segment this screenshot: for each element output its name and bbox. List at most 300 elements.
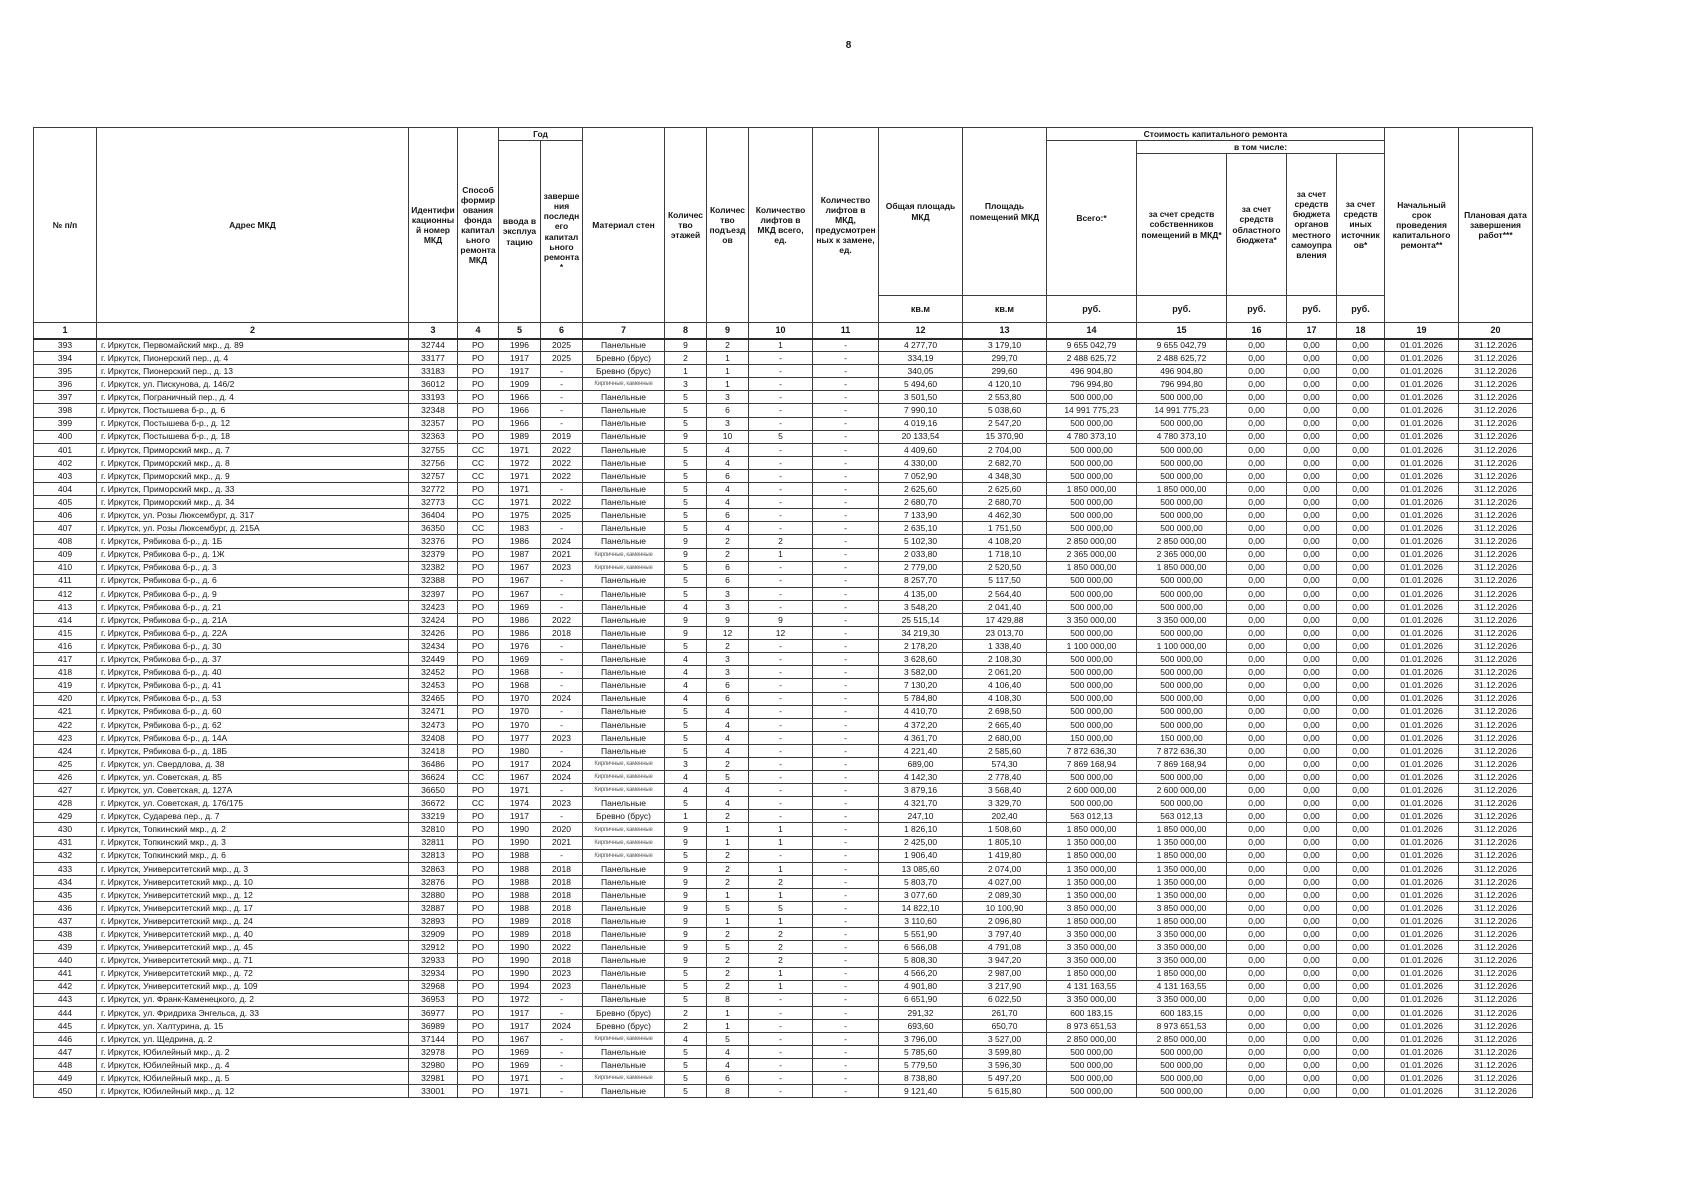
planned-end-date: 31.12.2026 xyxy=(1459,509,1533,522)
year-commissioned: 1968 xyxy=(499,666,541,679)
table-row xyxy=(34,522,1533,535)
year-last-repair: 2020 xyxy=(541,823,583,836)
planned-end-date: 31.12.2026 xyxy=(1459,587,1533,600)
planned-end-date: 31.12.2026 xyxy=(1459,352,1533,365)
fund-method: РО xyxy=(458,483,499,496)
entrances-count: 6 xyxy=(707,574,749,587)
lifts-count: - xyxy=(749,443,813,456)
entrances-count: 2 xyxy=(707,810,749,823)
row-number: 435 xyxy=(34,888,97,901)
row-number: 425 xyxy=(34,758,97,771)
planned-end-date: 31.12.2026 xyxy=(1459,875,1533,888)
entrances-count: 8 xyxy=(707,993,749,1006)
mkd-id: 32348 xyxy=(409,404,458,417)
address: г. Иркутск, Приморский мкр., д. 8 xyxy=(97,456,409,469)
floors-count: 4 xyxy=(665,1032,707,1045)
lifts-replace-count: - xyxy=(813,1072,879,1085)
total-area: 689,00 xyxy=(879,758,963,771)
total-area: 25 515,14 xyxy=(879,613,963,626)
wall-material: Панельные xyxy=(583,731,665,744)
year-commissioned: 1971 xyxy=(499,1085,541,1098)
total-area: 693,60 xyxy=(879,1019,963,1032)
wall-material: Панельные xyxy=(583,483,665,496)
cost-local-budget: 0,00 xyxy=(1287,967,1337,980)
mkd-id: 32424 xyxy=(409,613,458,626)
mkd-id: 33193 xyxy=(409,391,458,404)
row-number: 431 xyxy=(34,836,97,849)
cost-owners: 500 000,00 xyxy=(1137,469,1227,482)
fund-method: РО xyxy=(458,352,499,365)
cost-total: 3 350 000,00 xyxy=(1047,993,1137,1006)
mkd-id: 32423 xyxy=(409,600,458,613)
table-row xyxy=(34,902,1533,915)
cost-other-sources: 0,00 xyxy=(1337,771,1385,784)
wall-material: Кирпичные, каменные xyxy=(583,836,665,849)
cost-owners: 500 000,00 xyxy=(1137,1046,1227,1059)
year-commissioned: 1917 xyxy=(499,1006,541,1019)
planned-end-date: 31.12.2026 xyxy=(1459,705,1533,718)
cost-other-sources: 0,00 xyxy=(1337,404,1385,417)
address: г. Иркутск, Рябикова б-р., д. 18Б xyxy=(97,744,409,757)
lifts-count: - xyxy=(749,1046,813,1059)
year-commissioned: 1996 xyxy=(499,339,541,352)
cost-other-sources: 0,00 xyxy=(1337,469,1385,482)
column-number: 20 xyxy=(1459,323,1533,339)
cost-regional-budget: 0,00 xyxy=(1227,627,1287,640)
premises-area: 1 805,10 xyxy=(963,836,1047,849)
lifts-replace-count: - xyxy=(813,469,879,482)
column-number: 2 xyxy=(97,323,409,339)
mkd-id: 32978 xyxy=(409,1046,458,1059)
premises-area: 1 751,50 xyxy=(963,522,1047,535)
address: г. Иркутск, Рябикова б-р., д. 1Ж xyxy=(97,548,409,561)
entrances-count: 3 xyxy=(707,391,749,404)
lifts-count: 12 xyxy=(749,627,813,640)
fund-method: РО xyxy=(458,600,499,613)
lifts-count: - xyxy=(749,509,813,522)
table-row xyxy=(34,640,1533,653)
table-row xyxy=(34,574,1533,587)
total-area: 6 566,08 xyxy=(879,941,963,954)
cost-other-sources: 0,00 xyxy=(1337,522,1385,535)
address: г. Иркутск, Рябикова б-р., д. 3 xyxy=(97,561,409,574)
fund-method: СС xyxy=(458,469,499,482)
cost-regional-budget: 0,00 xyxy=(1227,378,1287,391)
lifts-count: - xyxy=(749,758,813,771)
repair-start-date: 01.01.2026 xyxy=(1385,1019,1459,1032)
cost-local-budget: 0,00 xyxy=(1287,705,1337,718)
header-row-groups xyxy=(34,128,1533,141)
repair-start-date: 01.01.2026 xyxy=(1385,888,1459,901)
cost-local-budget: 0,00 xyxy=(1287,653,1337,666)
lifts-replace-count: - xyxy=(813,613,879,626)
wall-material: Панельные xyxy=(583,391,665,404)
fund-method: РО xyxy=(458,1032,499,1045)
wall-material: Панельные xyxy=(583,613,665,626)
lifts-count: - xyxy=(749,1085,813,1098)
entrances-count: 2 xyxy=(707,928,749,941)
column-number: 16 xyxy=(1227,323,1287,339)
fund-method: РО xyxy=(458,535,499,548)
address: г. Иркутск, Рябикова б-р., д. 40 xyxy=(97,666,409,679)
mkd-id: 32876 xyxy=(409,875,458,888)
wall-material: Бревно (брус) xyxy=(583,352,665,365)
lifts-count: 1 xyxy=(749,339,813,352)
entrances-count: 6 xyxy=(707,469,749,482)
row-number: 436 xyxy=(34,902,97,915)
table-row xyxy=(34,862,1533,875)
address: г. Иркутск, Университетский мкр., д. 24 xyxy=(97,915,409,928)
total-area: 4 372,20 xyxy=(879,718,963,731)
mkd-id: 32426 xyxy=(409,627,458,640)
header-lifts-total: Количество лифтов в МКД всего, ед. xyxy=(749,128,813,323)
year-commissioned: 1977 xyxy=(499,731,541,744)
year-commissioned: 1972 xyxy=(499,993,541,1006)
fund-method: РО xyxy=(458,758,499,771)
total-area: 2 635,10 xyxy=(879,522,963,535)
fund-method: РО xyxy=(458,731,499,744)
cost-regional-budget: 0,00 xyxy=(1227,915,1287,928)
lifts-count: - xyxy=(749,784,813,797)
entrances-count: 4 xyxy=(707,522,749,535)
cost-owners: 3 350 000,00 xyxy=(1137,954,1227,967)
total-area: 291,32 xyxy=(879,1006,963,1019)
lifts-replace-count: - xyxy=(813,561,879,574)
cost-total: 500 000,00 xyxy=(1047,679,1137,692)
table-row xyxy=(34,443,1533,456)
entrances-count: 1 xyxy=(707,365,749,378)
cost-owners: 500 000,00 xyxy=(1137,600,1227,613)
year-commissioned: 1988 xyxy=(499,875,541,888)
cost-owners: 9 655 042,79 xyxy=(1137,339,1227,352)
year-commissioned: 1967 xyxy=(499,771,541,784)
cost-regional-budget: 0,00 xyxy=(1227,391,1287,404)
header-year-group: Год xyxy=(499,128,583,141)
year-commissioned: 1990 xyxy=(499,954,541,967)
cost-local-budget: 0,00 xyxy=(1287,849,1337,862)
mkd-id: 36672 xyxy=(409,797,458,810)
cost-other-sources: 0,00 xyxy=(1337,339,1385,352)
planned-end-date: 31.12.2026 xyxy=(1459,836,1533,849)
cost-local-budget: 0,00 xyxy=(1287,1059,1337,1072)
cost-other-sources: 0,00 xyxy=(1337,1072,1385,1085)
total-area: 9 121,40 xyxy=(879,1085,963,1098)
total-area: 5 779,50 xyxy=(879,1059,963,1072)
cost-regional-budget: 0,00 xyxy=(1227,613,1287,626)
floors-count: 9 xyxy=(665,888,707,901)
lifts-count: - xyxy=(749,483,813,496)
planned-end-date: 31.12.2026 xyxy=(1459,902,1533,915)
fund-method: РО xyxy=(458,561,499,574)
address: г. Иркутск, Рябикова б-р., д. 6 xyxy=(97,574,409,587)
address: г. Иркутск, Рябикова б-р., д. 9 xyxy=(97,587,409,600)
cost-local-budget: 0,00 xyxy=(1287,404,1337,417)
table-row xyxy=(34,928,1533,941)
cost-regional-budget: 0,00 xyxy=(1227,744,1287,757)
cost-other-sources: 0,00 xyxy=(1337,928,1385,941)
floors-count: 4 xyxy=(665,771,707,784)
year-commissioned: 1976 xyxy=(499,640,541,653)
header-year-commissioned: ввода в эксплуатацию xyxy=(499,141,541,323)
premises-area: 202,40 xyxy=(963,810,1047,823)
table-row xyxy=(34,1006,1533,1019)
cost-other-sources: 0,00 xyxy=(1337,954,1385,967)
wall-material: Панельные xyxy=(583,692,665,705)
unit-cost-other: руб. xyxy=(1337,296,1385,323)
fund-method: СС xyxy=(458,443,499,456)
row-number: 438 xyxy=(34,928,97,941)
floors-count: 5 xyxy=(665,980,707,993)
year-last-repair: 2024 xyxy=(541,535,583,548)
row-number: 447 xyxy=(34,1046,97,1059)
premises-area: 23 013,70 xyxy=(963,627,1047,640)
floors-count: 9 xyxy=(665,613,707,626)
floors-count: 5 xyxy=(665,1072,707,1085)
row-number: 428 xyxy=(34,797,97,810)
year-commissioned: 1990 xyxy=(499,967,541,980)
cost-other-sources: 0,00 xyxy=(1337,1032,1385,1045)
year-last-repair: - xyxy=(541,784,583,797)
row-number: 409 xyxy=(34,548,97,561)
fund-method: РО xyxy=(458,1072,499,1085)
cost-local-budget: 0,00 xyxy=(1287,391,1337,404)
year-last-repair: - xyxy=(541,483,583,496)
floors-count: 9 xyxy=(665,941,707,954)
lifts-count: - xyxy=(749,666,813,679)
fund-method: РО xyxy=(458,928,499,941)
cost-owners: 500 000,00 xyxy=(1137,456,1227,469)
total-area: 4 019,16 xyxy=(879,417,963,430)
premises-area: 4 120,10 xyxy=(963,378,1047,391)
floors-count: 9 xyxy=(665,535,707,548)
wall-material: Панельные xyxy=(583,1046,665,1059)
premises-area: 4 106,40 xyxy=(963,679,1047,692)
entrances-count: 2 xyxy=(707,954,749,967)
planned-end-date: 31.12.2026 xyxy=(1459,941,1533,954)
repair-start-date: 01.01.2026 xyxy=(1385,456,1459,469)
cost-other-sources: 0,00 xyxy=(1337,849,1385,862)
table-row xyxy=(34,561,1533,574)
premises-area: 3 599,80 xyxy=(963,1046,1047,1059)
repair-start-date: 01.01.2026 xyxy=(1385,692,1459,705)
planned-end-date: 31.12.2026 xyxy=(1459,928,1533,941)
total-area: 247,10 xyxy=(879,810,963,823)
floors-count: 5 xyxy=(665,561,707,574)
lifts-replace-count: - xyxy=(813,548,879,561)
entrances-count: 6 xyxy=(707,679,749,692)
total-area: 3 501,50 xyxy=(879,391,963,404)
cost-total: 8 973 651,53 xyxy=(1047,1019,1137,1032)
row-number: 420 xyxy=(34,692,97,705)
column-number: 6 xyxy=(541,323,583,339)
year-last-repair: 2018 xyxy=(541,862,583,875)
floors-count: 5 xyxy=(665,522,707,535)
repair-start-date: 01.01.2026 xyxy=(1385,653,1459,666)
planned-end-date: 31.12.2026 xyxy=(1459,548,1533,561)
cost-total: 500 000,00 xyxy=(1047,417,1137,430)
address: г. Иркутск, ул. Халтурина, д. 15 xyxy=(97,1019,409,1032)
year-last-repair: - xyxy=(541,1059,583,1072)
mkd-id: 32473 xyxy=(409,718,458,731)
year-last-repair: 2022 xyxy=(541,941,583,954)
year-last-repair: - xyxy=(541,574,583,587)
year-commissioned: 1971 xyxy=(499,784,541,797)
entrances-count: 1 xyxy=(707,915,749,928)
cost-regional-budget: 0,00 xyxy=(1227,993,1287,1006)
cost-other-sources: 0,00 xyxy=(1337,666,1385,679)
repair-start-date: 01.01.2026 xyxy=(1385,744,1459,757)
year-last-repair: - xyxy=(541,1032,583,1045)
lifts-replace-count: - xyxy=(813,443,879,456)
total-area: 4 409,60 xyxy=(879,443,963,456)
address: г. Иркутск, Университетский мкр., д. 12 xyxy=(97,888,409,901)
premises-area: 1 338,40 xyxy=(963,640,1047,653)
repair-start-date: 01.01.2026 xyxy=(1385,928,1459,941)
fund-method: РО xyxy=(458,666,499,679)
lifts-count: 2 xyxy=(749,535,813,548)
cost-regional-budget: 0,00 xyxy=(1227,587,1287,600)
table-header xyxy=(34,128,1533,339)
cost-local-budget: 0,00 xyxy=(1287,993,1337,1006)
entrances-count: 4 xyxy=(707,744,749,757)
fund-method: РО xyxy=(458,718,499,731)
cost-other-sources: 0,00 xyxy=(1337,692,1385,705)
floors-count: 5 xyxy=(665,1085,707,1098)
cost-owners: 500 000,00 xyxy=(1137,718,1227,731)
mkd-id: 36953 xyxy=(409,993,458,1006)
cost-owners: 600 183,15 xyxy=(1137,1006,1227,1019)
cost-local-budget: 0,00 xyxy=(1287,784,1337,797)
year-commissioned: 1971 xyxy=(499,469,541,482)
fund-method: РО xyxy=(458,902,499,915)
repair-start-date: 01.01.2026 xyxy=(1385,561,1459,574)
cost-local-budget: 0,00 xyxy=(1287,627,1337,640)
year-last-repair: - xyxy=(541,705,583,718)
cost-regional-budget: 0,00 xyxy=(1227,417,1287,430)
cost-regional-budget: 0,00 xyxy=(1227,797,1287,810)
planned-end-date: 31.12.2026 xyxy=(1459,574,1533,587)
lifts-count: - xyxy=(749,718,813,731)
address: г. Иркутск, Приморский мкр., д. 7 xyxy=(97,443,409,456)
wall-material: Кирпичные, каменные xyxy=(583,1032,665,1045)
lifts-replace-count: - xyxy=(813,758,879,771)
lifts-replace-count: - xyxy=(813,1059,879,1072)
floors-count: 5 xyxy=(665,744,707,757)
row-number: 450 xyxy=(34,1085,97,1098)
lifts-replace-count: - xyxy=(813,941,879,954)
row-number: 444 xyxy=(34,1006,97,1019)
cost-regional-budget: 0,00 xyxy=(1227,339,1287,352)
planned-end-date: 31.12.2026 xyxy=(1459,1032,1533,1045)
lifts-count: - xyxy=(749,391,813,404)
cost-owners: 2 365 000,00 xyxy=(1137,548,1227,561)
fund-method: РО xyxy=(458,613,499,626)
address: г. Иркутск, Постышева б-р., д. 12 xyxy=(97,417,409,430)
header-cost-total: Всего:* xyxy=(1047,141,1137,296)
repair-start-date: 01.01.2026 xyxy=(1385,613,1459,626)
fund-method: РО xyxy=(458,888,499,901)
address: г. Иркутск, Юбилейный мкр., д. 5 xyxy=(97,1072,409,1085)
premises-area: 2 698,50 xyxy=(963,705,1047,718)
row-number: 401 xyxy=(34,443,97,456)
cost-total: 500 000,00 xyxy=(1047,1046,1137,1059)
repair-start-date: 01.01.2026 xyxy=(1385,666,1459,679)
row-number: 445 xyxy=(34,1019,97,1032)
row-number: 437 xyxy=(34,915,97,928)
cost-regional-budget: 0,00 xyxy=(1227,771,1287,784)
address: г. Иркутск, ул. Фридриха Энгельса, д. 33 xyxy=(97,1006,409,1019)
cost-local-budget: 0,00 xyxy=(1287,561,1337,574)
premises-area: 3 947,20 xyxy=(963,954,1047,967)
total-area: 3 628,60 xyxy=(879,653,963,666)
address: г. Иркутск, Рябикова б-р., д. 21А xyxy=(97,613,409,626)
wall-material: Панельные xyxy=(583,339,665,352)
wall-material: Кирпичные, каменные xyxy=(583,758,665,771)
cost-other-sources: 0,00 xyxy=(1337,574,1385,587)
planned-end-date: 31.12.2026 xyxy=(1459,443,1533,456)
lifts-replace-count: - xyxy=(813,483,879,496)
entrances-count: 5 xyxy=(707,902,749,915)
lifts-replace-count: - xyxy=(813,771,879,784)
year-commissioned: 1988 xyxy=(499,849,541,862)
planned-end-date: 31.12.2026 xyxy=(1459,888,1533,901)
cost-total: 500 000,00 xyxy=(1047,443,1137,456)
table-row xyxy=(34,718,1533,731)
lifts-replace-count: - xyxy=(813,365,879,378)
cost-owners: 500 000,00 xyxy=(1137,574,1227,587)
cost-regional-budget: 0,00 xyxy=(1227,574,1287,587)
fund-method: РО xyxy=(458,574,499,587)
total-area: 3 796,00 xyxy=(879,1032,963,1045)
repair-start-date: 01.01.2026 xyxy=(1385,574,1459,587)
premises-area: 261,70 xyxy=(963,1006,1047,1019)
lifts-count: - xyxy=(749,352,813,365)
total-area: 14 822,10 xyxy=(879,902,963,915)
lifts-replace-count: - xyxy=(813,875,879,888)
table-row xyxy=(34,1059,1533,1072)
premises-area: 2 778,40 xyxy=(963,771,1047,784)
cost-regional-budget: 0,00 xyxy=(1227,561,1287,574)
cost-local-budget: 0,00 xyxy=(1287,679,1337,692)
table-row xyxy=(34,1046,1533,1059)
lifts-count: - xyxy=(749,522,813,535)
total-area: 3 110,60 xyxy=(879,915,963,928)
cost-local-budget: 0,00 xyxy=(1287,862,1337,875)
wall-material: Панельные xyxy=(583,496,665,509)
header-num: № п/п xyxy=(34,128,97,323)
row-number: 442 xyxy=(34,980,97,993)
table-row xyxy=(34,705,1533,718)
row-number: 417 xyxy=(34,653,97,666)
year-commissioned: 1969 xyxy=(499,1059,541,1072)
repair-start-date: 01.01.2026 xyxy=(1385,967,1459,980)
year-last-repair: - xyxy=(541,1085,583,1098)
floors-count: 5 xyxy=(665,456,707,469)
address: г. Иркутск, Постышева б-р., д. 6 xyxy=(97,404,409,417)
planned-end-date: 31.12.2026 xyxy=(1459,365,1533,378)
repair-start-date: 01.01.2026 xyxy=(1385,469,1459,482)
lifts-replace-count: - xyxy=(813,404,879,417)
row-number: 395 xyxy=(34,365,97,378)
cost-total: 1 350 000,00 xyxy=(1047,836,1137,849)
cost-other-sources: 0,00 xyxy=(1337,784,1385,797)
year-commissioned: 1969 xyxy=(499,653,541,666)
cost-regional-budget: 0,00 xyxy=(1227,849,1287,862)
lifts-replace-count: - xyxy=(813,731,879,744)
planned-end-date: 31.12.2026 xyxy=(1459,967,1533,980)
header-cost-regional: за счет средств областного бюджета* xyxy=(1227,154,1287,296)
wall-material: Панельные xyxy=(583,993,665,1006)
